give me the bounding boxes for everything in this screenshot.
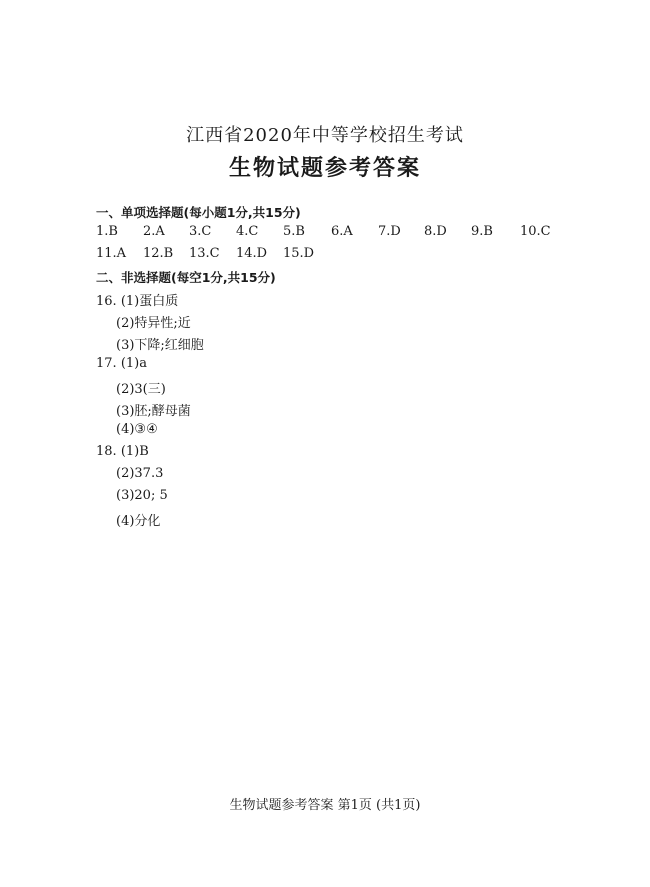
mc-answer: 1.B xyxy=(96,224,118,239)
answer: (1)a xyxy=(120,356,147,371)
question-17-line-1 xyxy=(96,356,147,371)
answer: (4)分化 xyxy=(116,514,161,529)
answer: (3)胚;酵母菌 xyxy=(116,404,191,419)
question-number: 16. xyxy=(96,294,117,309)
mc-answer: 10.C xyxy=(520,224,551,239)
document-title: 生物试题参考答案 xyxy=(228,156,421,181)
question-18-line-1 xyxy=(96,444,149,459)
question-number: 18. xyxy=(96,444,117,459)
question-number: 17. xyxy=(96,356,117,371)
mc-answer: 8.D xyxy=(424,224,447,239)
answer: (1)蛋白质 xyxy=(120,294,179,309)
answer: (2)37.3 xyxy=(116,466,164,481)
answer: (3)下降;红细胞 xyxy=(116,338,204,353)
section-2-heading: 二、非选择题(每空1分,共15分) xyxy=(96,270,276,285)
mc-answer: 15.D xyxy=(283,246,315,261)
mc-answer: 2.A xyxy=(143,224,165,239)
mc-answer: 11.A xyxy=(96,246,127,261)
answer: (4)③④ xyxy=(116,422,158,437)
answer: (1)B xyxy=(120,444,149,459)
section-1-heading: 一、单项选择题(每小题1分,共15分) xyxy=(96,205,301,220)
mc-answer: 13.C xyxy=(189,246,220,261)
mc-answer: 5.B xyxy=(283,224,305,239)
mc-answer: 14.D xyxy=(236,246,268,261)
mc-answer: 6.A xyxy=(331,224,353,239)
answer: (3)20; 5 xyxy=(116,488,168,503)
mc-answer: 9.B xyxy=(471,224,493,239)
mc-answer: 12.B xyxy=(143,246,174,261)
question-16-line-1 xyxy=(96,290,178,309)
answer: (2)3(三) xyxy=(116,382,166,397)
mc-answer: 7.D xyxy=(378,224,401,239)
answer: (2)特异性;近 xyxy=(116,316,191,331)
exam-title: 江西省2020年中等学校招生考试 xyxy=(186,125,464,146)
mc-answer: 4.C xyxy=(236,224,259,239)
mc-answer: 3.C xyxy=(189,224,212,239)
page-footer: 生物试题参考答案 第1页 (共1页) xyxy=(229,798,421,813)
